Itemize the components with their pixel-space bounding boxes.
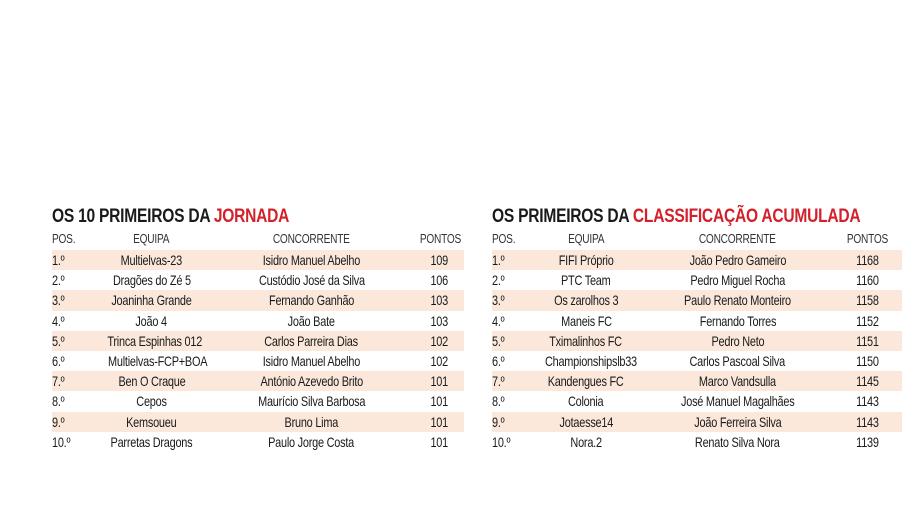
table-row (52, 432, 464, 452)
cell-team (94, 290, 209, 310)
cell-points (414, 311, 464, 331)
points-text: 1143 (856, 413, 879, 430)
team-text: Multielvas-23 (120, 252, 183, 268)
table-row (492, 371, 902, 391)
points-text: 101 (430, 433, 448, 450)
team-text: Maneis FC (560, 312, 612, 329)
team-text: EQUIPA (133, 231, 170, 246)
competitor-text: João Pedro Gameiro (689, 252, 786, 268)
cell-competitor (209, 290, 414, 310)
cell-team (532, 371, 640, 391)
cell-position (492, 270, 532, 290)
jornada-title (52, 205, 390, 229)
cell-team (532, 270, 640, 290)
title-prefix: OS 10 PRIMEIROS DA (52, 206, 214, 227)
team-text: Tximalinhos FC (549, 332, 623, 349)
cell-team (94, 311, 209, 331)
position-text: 9.º (492, 413, 505, 430)
points-text: 1145 (856, 373, 879, 390)
points-text: 1158 (856, 292, 879, 309)
points-text: 101 (430, 393, 448, 410)
points-text: 1160 (856, 272, 879, 289)
cell-team (94, 432, 209, 452)
position-text: 6.º (492, 352, 505, 369)
cell-team (532, 412, 640, 432)
position-text: 8.º (52, 393, 65, 410)
table-row (492, 391, 902, 411)
competitor-text: Isidro Manuel Abelho (262, 352, 361, 369)
competitor-text: Maurício Silva Barbosa (257, 393, 366, 410)
team-text: Joaninha Grande (111, 292, 192, 309)
table-row (52, 371, 464, 391)
cell-competitor (640, 432, 835, 452)
points-text: 101 (430, 373, 448, 390)
table-row (52, 250, 464, 270)
position-text: 9.º (52, 413, 65, 430)
points-text: PONTOS (419, 231, 462, 246)
team-text: Parretas Dragons (110, 433, 193, 450)
team-text: Ben O Craque (117, 373, 186, 390)
cell-position (492, 432, 532, 452)
header-competitor (640, 229, 835, 249)
cell-points (414, 250, 464, 270)
cell-competitor (640, 290, 835, 310)
cell-team (532, 351, 640, 371)
team-text: Trinca Espinhas 012 (107, 332, 203, 349)
cell-points (835, 351, 900, 371)
title-prefix: OS PRIMEIROS DA (492, 206, 633, 227)
table-row (52, 351, 464, 371)
points-text: 103 (430, 312, 448, 329)
jornada-table (52, 205, 464, 452)
cell-points (414, 371, 464, 391)
table-row (492, 412, 902, 432)
position-text: 1.º (492, 252, 505, 268)
cell-team (94, 331, 209, 351)
points-text: 1152 (856, 312, 879, 329)
competitor-text: José Manuel Magalhães (680, 393, 795, 410)
cell-competitor (209, 371, 414, 391)
position-text: 3.º (52, 292, 65, 309)
cell-competitor (209, 412, 414, 432)
table-row (52, 290, 464, 310)
header-points (835, 229, 900, 249)
cell-position (52, 432, 94, 452)
cell-competitor (640, 412, 835, 432)
table-row (492, 432, 902, 452)
cell-team (532, 432, 640, 452)
points-text: 1143 (856, 393, 879, 410)
position-text: 5.º (492, 332, 505, 349)
cell-team (94, 270, 209, 290)
table-row (52, 270, 464, 290)
position-text: 4.º (492, 312, 505, 329)
cell-competitor (209, 432, 414, 452)
cell-points (414, 391, 464, 411)
cell-position (52, 331, 94, 351)
position-text: 10.º (52, 433, 71, 450)
cell-position (52, 290, 94, 310)
cell-position (492, 412, 532, 432)
cell-team (94, 391, 209, 411)
team-text: Os zarolhos 3 (553, 292, 619, 309)
position-text: POS. (492, 231, 516, 246)
cell-position (492, 331, 532, 351)
cell-points (835, 250, 900, 270)
position-text: 8.º (492, 393, 505, 410)
cell-points (414, 351, 464, 371)
cell-team (94, 351, 209, 371)
team-text: Kandengues FC (548, 373, 624, 390)
table-row (52, 311, 464, 331)
header-points (414, 229, 464, 249)
competitor-text: Carlos Parreira Dias (264, 332, 359, 349)
table-row (492, 331, 902, 351)
header-team (94, 229, 209, 249)
header-team (532, 229, 640, 249)
points-text: 102 (430, 352, 448, 369)
cell-team (532, 331, 640, 351)
title-highlight: JORNADA (213, 206, 290, 227)
cell-competitor (209, 311, 414, 331)
points-text: 1150 (856, 352, 879, 369)
cell-competitor (209, 250, 414, 270)
cell-position (492, 371, 532, 391)
position-text: 1.º (52, 252, 65, 268)
header-position (492, 229, 532, 249)
cell-position (52, 391, 94, 411)
points-text: PONTOS (846, 231, 889, 246)
team-text: PTC Team (561, 272, 611, 289)
table-row (492, 290, 902, 310)
position-text: 4.º (52, 312, 65, 329)
cell-competitor (209, 331, 414, 351)
table-row (52, 331, 464, 351)
position-text: 5.º (52, 332, 65, 349)
cell-points (835, 391, 900, 411)
cell-position (52, 311, 94, 331)
competitor-text: CONCORRENTE (699, 231, 776, 246)
table-header (492, 229, 902, 249)
team-text: Multielvas-FCP+BOA (107, 352, 208, 369)
competitor-text: João Bate (287, 312, 336, 329)
table-row (492, 311, 902, 331)
position-text: 3.º (492, 292, 505, 309)
cell-position (52, 250, 94, 270)
points-text: 101 (430, 413, 448, 430)
team-text: Dragões do Zé 5 (112, 272, 191, 289)
points-text: 1168 (856, 252, 879, 268)
position-text: 2.º (492, 272, 505, 289)
points-text: 109 (430, 252, 448, 268)
position-text: 7.º (52, 373, 65, 390)
cell-position (492, 290, 532, 310)
cell-points (835, 270, 900, 290)
competitor-text: Custódio José da Silva (258, 272, 365, 289)
position-text: 6.º (52, 352, 65, 369)
team-text: EQUIPA (567, 231, 605, 246)
competitor-text: CONCORRENTE (273, 231, 350, 246)
competitor-text: Paulo Renato Monteiro (684, 292, 791, 309)
cell-competitor (640, 331, 835, 351)
team-text: Jotaesse14 (559, 413, 613, 430)
points-text: 1151 (856, 332, 879, 349)
team-text: Colonia (568, 393, 604, 410)
cell-team (532, 290, 640, 310)
team-text: FIFI Próprio (558, 252, 614, 268)
points-text: 1139 (856, 433, 879, 450)
header-position (52, 229, 94, 249)
points-text: 103 (430, 292, 448, 309)
cell-competitor (209, 270, 414, 290)
cell-points (414, 412, 464, 432)
cell-points (414, 270, 464, 290)
competitor-text: António Azevedo Brito (260, 373, 363, 390)
table-row (492, 351, 902, 371)
position-text: 2.º (52, 272, 65, 289)
cell-position (492, 391, 532, 411)
cell-position (492, 250, 532, 270)
cell-position (52, 351, 94, 371)
cell-team (94, 250, 209, 270)
cell-points (835, 331, 900, 351)
acumulada-table (492, 205, 902, 452)
team-text: Cepos (136, 393, 167, 410)
competitor-text: Renato Silva Nora (695, 433, 780, 450)
team-text: João 4 (135, 312, 168, 329)
cell-competitor (640, 351, 835, 371)
table-row (52, 412, 464, 432)
position-text: 10.º (492, 433, 511, 450)
competitor-text: Fernando Torres (699, 312, 776, 329)
table-row (492, 270, 902, 290)
cell-points (414, 432, 464, 452)
competitor-text: Pedro Neto (711, 332, 764, 349)
table-row (492, 250, 902, 270)
competitor-text: Carlos Pascoal Silva (689, 352, 786, 369)
cell-points (414, 290, 464, 310)
header-competitor (209, 229, 414, 249)
cell-competitor (209, 391, 414, 411)
cell-competitor (640, 270, 835, 290)
cell-team (532, 311, 640, 331)
cell-points (835, 290, 900, 310)
cell-position (52, 412, 94, 432)
cell-position (52, 270, 94, 290)
cell-position (52, 371, 94, 391)
cell-team (94, 371, 209, 391)
cell-points (835, 432, 900, 452)
cell-points (835, 412, 900, 432)
points-text: 102 (430, 332, 448, 349)
cell-competitor (640, 371, 835, 391)
cell-competitor (209, 351, 414, 371)
cell-competitor (640, 391, 835, 411)
position-text: POS. (52, 231, 76, 246)
team-text: Nora.2 (570, 433, 602, 450)
position-text: 7.º (492, 373, 505, 390)
cell-competitor (640, 250, 835, 270)
cell-points (835, 371, 900, 391)
acumulada-title (492, 205, 861, 229)
table-header (52, 229, 464, 249)
competitor-text: Pedro Miguel Rocha (690, 272, 785, 289)
competitor-text: Bruno Lima (284, 413, 339, 430)
cell-position (492, 351, 532, 371)
cell-team (94, 412, 209, 432)
competitor-text: Marco Vandsulla (698, 373, 777, 390)
team-text: Kemsoueu (126, 413, 177, 430)
points-text: 106 (430, 272, 448, 289)
cell-team (532, 391, 640, 411)
title-highlight: CLASSIFICAÇÃO ACUMULADA (632, 206, 861, 227)
cell-competitor (640, 311, 835, 331)
competitor-text: Paulo Jorge Costa (268, 433, 355, 450)
competitor-text: Isidro Manuel Abelho (262, 252, 361, 268)
cell-team (532, 250, 640, 270)
cell-position (492, 311, 532, 331)
cell-points (835, 311, 900, 331)
competitor-text: João Ferreira Silva (693, 413, 782, 430)
team-text: Championshipslb33 (544, 352, 637, 369)
cell-points (414, 331, 464, 351)
table-row (52, 391, 464, 411)
competitor-text: Fernando Ganhão (268, 292, 355, 309)
